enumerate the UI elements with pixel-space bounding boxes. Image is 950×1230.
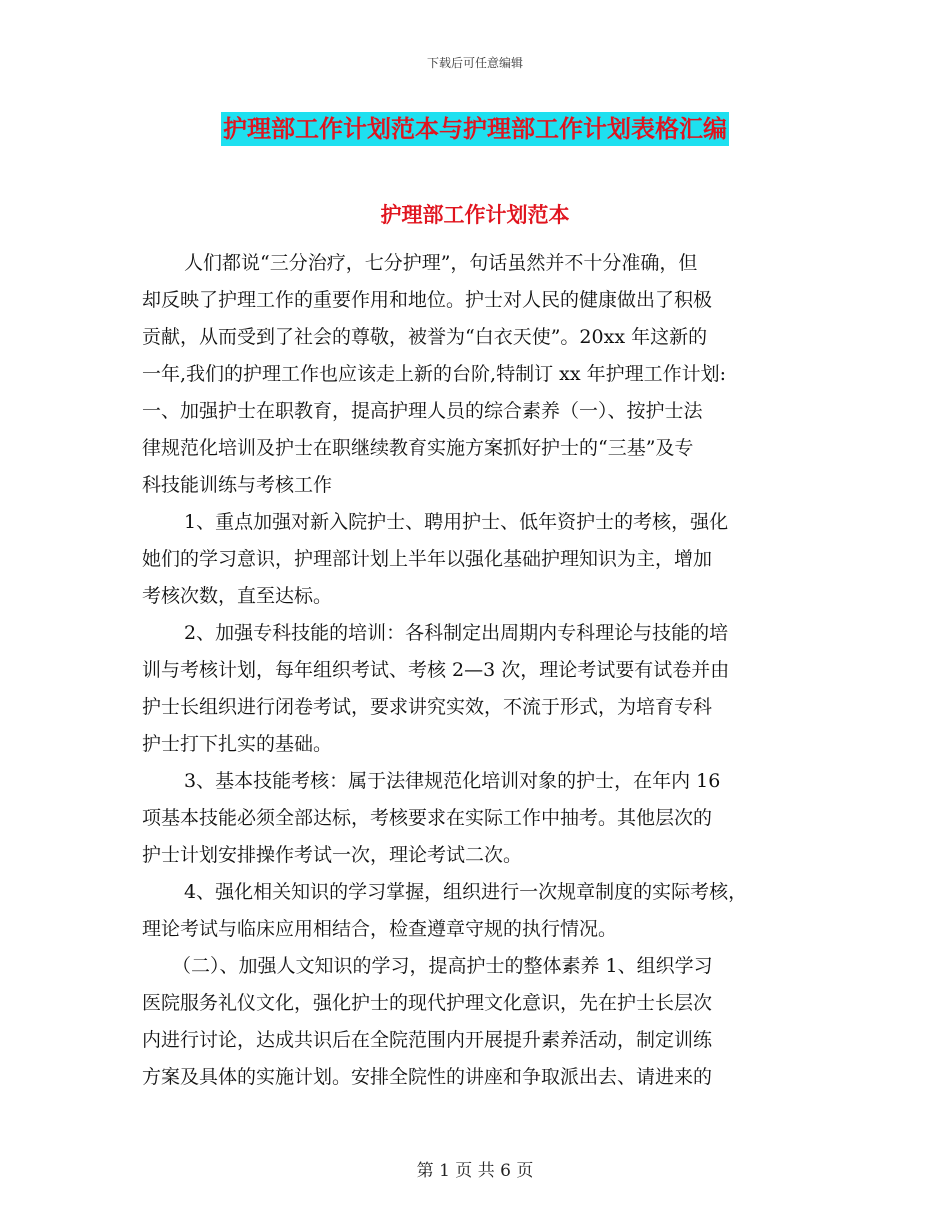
main-title-wrap — [0, 112, 950, 146]
paragraph-line: 贡献，从而受到了社会的尊敬，被誉为“白衣天使”。20xx 年这新的 — [142, 326, 708, 348]
main-title: 护理部工作计划范本与护理部工作计划表格汇编 — [221, 112, 729, 146]
paragraph-line: 理论考试与临床应用相结合，检查遵章守规的执行情况。 — [142, 918, 618, 940]
paragraph-line: 护士长组织进行闭卷考试，要求讲究实效，不流于形式，为培育专科 — [142, 696, 713, 718]
paragraph-line: 护士打下扎实的基础。 — [142, 733, 333, 755]
paragraph-line: 人们都说“三分治疗，七分护理”，句话虽然并不十分准确，但 — [184, 252, 698, 274]
body-text — [142, 245, 822, 1096]
paragraph-line: 医院服务礼仪文化，强化护士的现代护理文化意识，先在护士长层次 — [142, 992, 713, 1014]
page-footer: 第 1 页 共 6 页 — [416, 1161, 534, 1181]
paragraph-line: 方案及具体的实施计划。安排全院性的讲座和争取派出去、请进来的 — [142, 1066, 713, 1088]
paragraph-line: 内进行讨论，达成共识后在全院范围内开展提升素养活动，制定训练 — [142, 1029, 713, 1051]
paragraph-line: 1、重点加强对新入院护士、聘用护士、低年资护士的考核，强化 — [184, 511, 729, 533]
paragraph-line: 一年,我们的护理工作也应该走上新的台阶,特制订 xx 年护理工作计划: — [142, 363, 726, 385]
paragraph-line: 护士计划安排操作考试一次，理论考试二次。 — [142, 844, 523, 866]
paragraph-line: 2、加强专科技能的培训：各科制定出周期内专科理论与技能的培 — [184, 622, 729, 644]
paragraph-line: 一、加强护士在职教育，提高护理人员的综合素养（一）、按护士法 — [142, 400, 703, 422]
section-title: 护理部工作计划范本 — [380, 203, 570, 227]
paragraph-line: 4、强化相关知识的学习掌握，组织进行一次规章制度的实际考核， — [184, 881, 748, 903]
paragraph-line: （二）、加强人文知识的学习，提高护士的整体素养 1、组织学习 — [172, 955, 713, 977]
paragraph-line: 律规范化培训及护士在职继续教育实施方案抓好护士的“三基”及专 — [142, 437, 694, 459]
paragraph-line: 却反映了护理工作的重要作用和地位。护士对人民的健康做出了积极 — [142, 289, 713, 311]
paragraph-line: 考核次数，直至达标。 — [142, 585, 333, 607]
paragraph-line: 科技能训练与考核工作 — [142, 474, 333, 496]
header-note: 下载后可任意编辑 — [426, 56, 523, 70]
paragraph-line: 她们的学习意识，护理部计划上半年以强化基础护理知识为主，增加 — [142, 548, 713, 570]
paragraph-line: 项基本技能必须全部达标，考核要求在实际工作中抽考。其他层次的 — [142, 807, 713, 829]
paragraph-line: 训与考核计划，每年组织考试、考核 2—3 次，理论考试要有试卷并由 — [142, 659, 730, 681]
paragraph-line: 3、基本技能考核：属于法律规范化培训对象的护士，在年内 16 — [184, 770, 721, 792]
